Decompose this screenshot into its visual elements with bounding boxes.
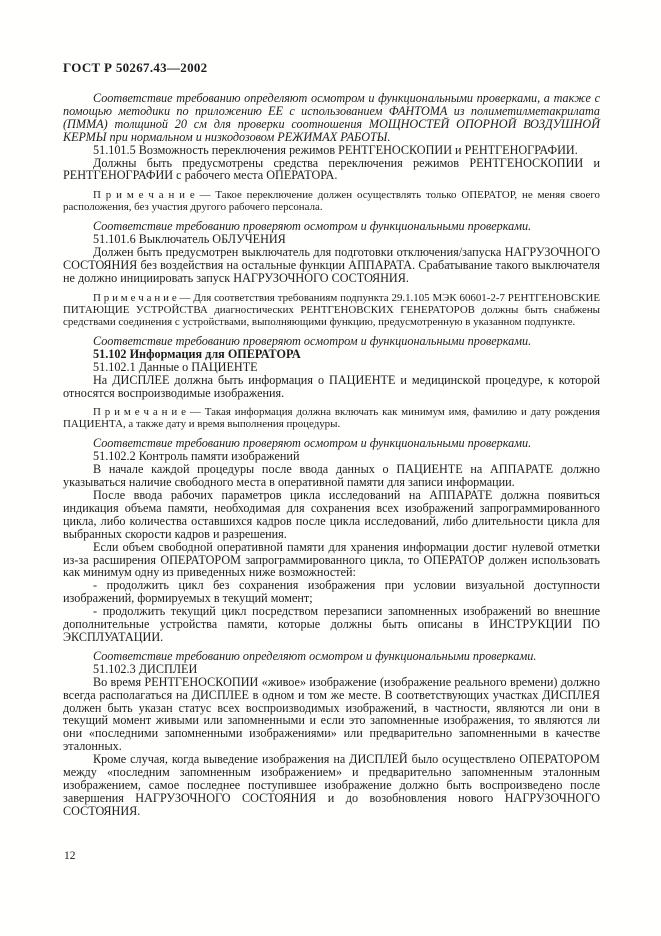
compliance-statement: Соответствие требованию проверяют осмотром и функциональными проверками. — [93, 219, 532, 234]
paragraph: Кроме случая, когда выведение изображения на ДИСПЛЕЙ было осуществлено ОПЕРАТОРОМ между «последним запомненным изображением» и предварительно запомненным эталонным изображением, самое последнее поступившее изображение должно быть воспроизведено после завершения НАГРУЗОЧНОГО СОСТОЯНИЯ и до возобновления нового НАГРУЗОЧНОГО СОСТОЯНИЯ. — [63, 752, 600, 818]
document-header: ГОСТ Р 50267.43—2002 — [63, 60, 208, 75]
paragraph: Во время РЕНТГЕНОСКОПИИ «живое» изображение (изображение реального времени) должно всегда располагаться на ДИСПЛЕЕ в одном и том же месте. В соответствующих участках ДИСПЛЕЯ должен быть указан статус всех воспроизводимых изображений, в частности, являются ли они в текущий момент живыми или запомненными и если это запомненные изображения, то являются ли они «последними запомненными изображениями» или предварительно запомненными в качестве эталонных. — [63, 674, 600, 754]
paragraph: Должны быть предусмотрены средства переключения режимов РЕНТГЕНОСКОПИИ и РЕНТГЕНОГРАФИИ с рабочего места ОПЕРАТОРА. — [63, 155, 600, 183]
paragraph: После ввода рабочих параметров цикла исследований на АППАРАТЕ должна появиться индикация объема памяти, необходимая для сохранения всех изображений запрограммированного цикла, либо количества оставшихся кадров после цикла исследований, либо длительности цикла для выбранных скорости кадров и разрешения. — [63, 488, 600, 541]
paragraph: 51.102.3 ДИСПЛЕИ — [93, 661, 198, 676]
paragraph: На ДИСПЛЕЕ должна быть информация о ПАЦИЕНТЕ и медицинской процедуре, к которой относятся воспроизводимые изображения. — [63, 372, 600, 400]
paragraph: В начале каждой процедуры после ввода данных о ПАЦИЕНТЕ на АППАРАТЕ должно указываться наличие свободного места в оперативной памяти для записи информации. — [63, 462, 600, 490]
paragraph: 51.102.2 Контроль памяти изображений — [93, 449, 300, 464]
page-number: 12 — [64, 850, 76, 862]
section-heading: 51.102 Информация для ОПЕРАТОРА — [93, 346, 301, 361]
compliance-statement: Соответствие требованию определяют осмотром и функциональными проверками. — [93, 648, 537, 663]
paragraph: Должен быть предусмотрен выключатель для подготовки отключения/запуска НАГРУЗОЧНОГО СОСТОЯНИЯ без воздействия на остальные функции АППАРАТА. Срабатывание такого выключателя не должно инициировать запуск НАГРУЗОЧНОГО СОСТОЯНИЯ. — [63, 245, 600, 285]
paragraph: Если объем свободной оперативной памяти для хранения информации достиг нулевой отметки из-за расширения ОПЕРАТОРОМ запрограммированного цикла, то ОПЕРАТОР должен использовать как минимум одну из приведенных ниже возможностей: — [63, 539, 600, 580]
paragraph: - продолжить цикл без сохранения изображения при условии визуальной доступности изображений, формируемых в текущий момент; — [63, 578, 600, 606]
paragraph: 51.102.1 Данные о ПАЦИЕНТЕ — [93, 359, 258, 374]
paragraph: 51.101.6 Выключатель ОБЛУЧЕНИЯ — [93, 232, 286, 247]
paragraph: - продолжить текущий цикл посредством перезаписи запомненных изображений во внешние дополнительные устройства памяти, которые должны быть описаны в ИНСТРУКЦИИ ПО ЭКСПЛУАТАЦИИ. — [63, 604, 600, 644]
document-body — [63, 92, 600, 818]
note: П р и м е ч а н и е — Для соответствия требованиям подпункта 29.1.105 МЭК 60601-2-7 РЕНТГЕНОВСКИЕ ПИТАЮЩИЕ УСТРОЙСТВА диагностических РЕНТГЕНОВСКИХ ГЕНЕРАТОРОВ должны быть снабжены средствами соединения с устройствами, выполняющими функцию, предусмотренную в указанном подпункте. — [63, 291, 600, 328]
compliance-statement: Соответствие требованию проверяют осмотром и функциональными проверками. — [93, 333, 532, 348]
compliance-statement: Соответствие требованию проверяют осмотром и функциональными проверками. — [93, 436, 532, 451]
compliance-statement: Соответствие требованию определяют осмотром и функциональными проверками, а также с помощью методики по приложению ЕЕ с использованием ФАНТОМА из полиметилметакрилата (ПММА) толщиной 20 см для проверки соотношения МОЩНОСТЕЙ ОПОРНОЙ ВОЗДУШНОЙ КЕРМЫ при нормальном и низкодозовом РЕЖИМАХ РАБОТЫ. — [63, 91, 600, 144]
note: П р и м е ч а н и е — Такая информация должна включать как минимум имя, фамилию и дату рождения ПАЦИЕНТА, а также дату и время выполнения процедуры. — [63, 406, 600, 431]
note: П р и м е ч а н и е — Такое переключение должен осуществлять только ОПЕРАТОР, не меняя своего расположения, без участия другого рабочего персонала. — [63, 189, 600, 214]
paragraph: 51.101.5 Возможность переключения режимов РЕНТГЕНОСКОПИИ и РЕНТГЕНОГРАФИИ. — [93, 142, 578, 157]
